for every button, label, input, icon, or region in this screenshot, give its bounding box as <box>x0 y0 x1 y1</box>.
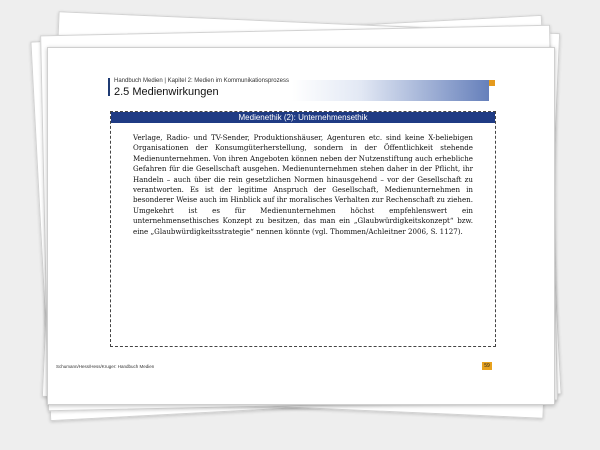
header-marker <box>108 78 110 96</box>
slide-page <box>47 47 555 405</box>
footer-source: Schumann/Hess/Hess/Kruger: Handbuch Medien <box>56 364 155 369</box>
breadcrumb: Handbuch Medien | Kapitel 2: Medien im Kommunikationsprozess <box>114 78 289 84</box>
content-heading: Medienethik (2): Unternehmensethik <box>111 112 495 123</box>
header-gradient-band <box>292 80 489 101</box>
page-number-badge: 59 <box>482 362 492 370</box>
section-title: 2.5 Medienwirkungen <box>114 86 219 98</box>
content-body-text: Verlage, Radio- und TV-Sender, Produktionshäuser, Agenturen etc. sind keine X-beliebigen Organisationen der Konsumgüterherstellung, sondern in der Öffentlichkeit stehende Medienunternehmen. Von ihren Angeboten können neben der Nutzenstiftung auch erhebliche Gefahren für die Gesellschaft ausgehen. Medienunternehmen stehen daher in der Pflicht, ihr Handeln – auch über die rein gesetzlichen Normen hinausgehend – vor der Gesellschaft zu verantworten. Es ist der legitime Anspruch der Gesellschaft, Medienunternehmen in besonderer Weise auch im Hinblick auf ihr moralisches Verhalten zur Rechenschaft zu ziehen. Umgekehrt ist es für Medienunternehmen höchst empfehlenswert ein unternehmensethisches Konzept zu besitzen, das man ein „Glaubwürdigkeitskonzept“ bzw. eine „Glaubwürdigkeitsstrategie“ nennen könnte (vgl. Thommen/Achleitner 2006, S. 1127). <box>133 133 473 236</box>
header-accent-square <box>489 80 495 86</box>
content-box <box>110 111 496 347</box>
